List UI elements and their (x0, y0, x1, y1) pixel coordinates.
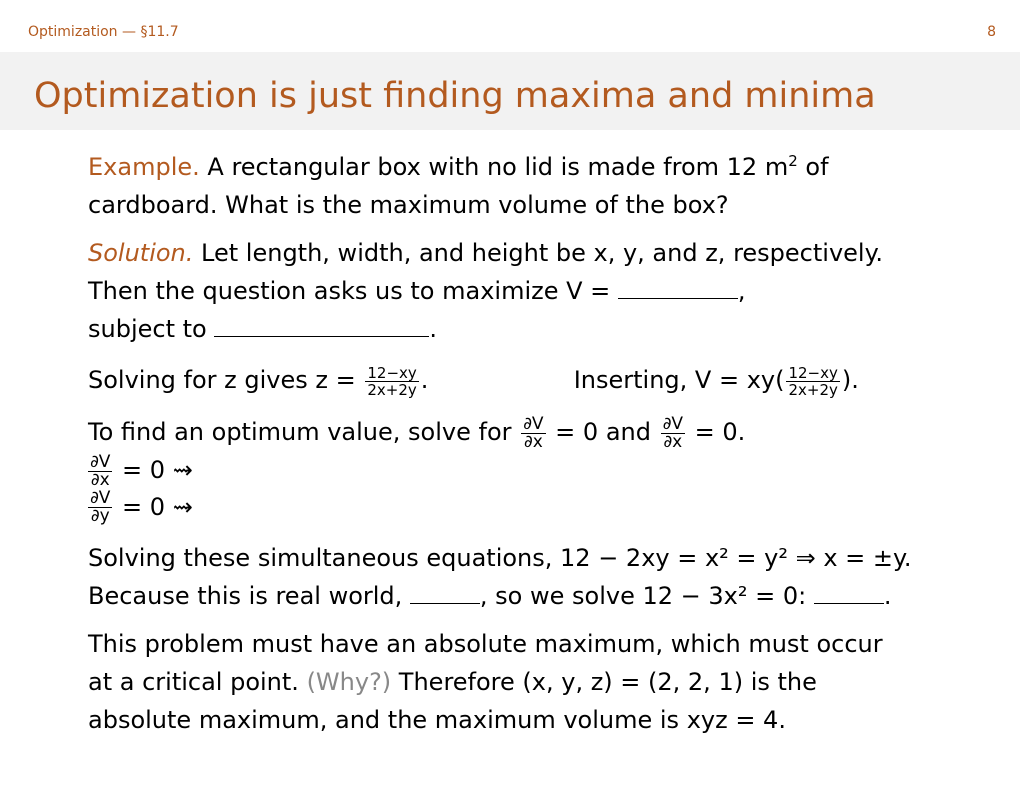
partial-x-line (88, 452, 988, 489)
simultaneous-paragraph (88, 539, 988, 615)
slide-header (0, 0, 1020, 52)
solution-label: Solution. (88, 239, 194, 267)
slide-title: Optimization is just finding maxima and minima (34, 76, 876, 116)
solve-z-text: Solving for z gives z = (88, 366, 364, 394)
partial-y-frac (88, 490, 112, 525)
opt-frac1-num: ∂V (523, 413, 544, 434)
insert-fraction (786, 365, 839, 398)
solve-z-line (88, 358, 988, 402)
simul-line1: Solving these simultaneous equations, 12 − 2xy = x² = y² ⇒ x = ±y. (88, 544, 912, 572)
solution-line2: Then the question asks us to maximize V = (88, 277, 618, 305)
py-rhs: = 0 ⇝ (114, 492, 193, 521)
conclusion-line3: absolute maximum, and the maximum volume is xyz = 4. (88, 706, 786, 734)
section-label: Optimization — §11.7 (28, 24, 179, 40)
solve-z-end: . (420, 366, 429, 394)
solution-line3: subject to (88, 315, 215, 343)
optimum-frac-1 (521, 413, 545, 452)
insert-end: ). (841, 366, 859, 394)
py-num: ∂V (90, 488, 111, 508)
simul-line2-end: . (883, 582, 892, 610)
opt-frac1-den: ∂x (521, 433, 545, 451)
example-text-end: of (797, 153, 829, 181)
blank-sign (410, 579, 480, 604)
insert-text: Inserting, V = xy( (573, 366, 785, 394)
blank-volume (618, 274, 738, 299)
py-den: ∂y (88, 507, 112, 525)
example-label: Example. (88, 153, 200, 181)
px-den: ∂x (88, 471, 112, 489)
insert-frac-den: 2x+2y (788, 380, 838, 399)
blank-solution (814, 579, 884, 604)
partial-y-line (88, 489, 988, 526)
slide-body (88, 142, 988, 739)
z-frac-num: 12−xy (367, 363, 417, 382)
insert-frac-num: 12−xy (788, 363, 838, 382)
solution-line3-end: . (429, 315, 437, 343)
simul-line2: Because this is real world, (88, 582, 410, 610)
conclusion-line2a: at a critical point. (88, 668, 307, 696)
solution-paragraph (88, 234, 988, 348)
example-line2: cardboard. What is the maximum volume of the box? (88, 191, 729, 219)
optimum-end: = 0. (687, 418, 746, 446)
partial-x-frac (88, 451, 112, 490)
optimum-text: To find an optimum value, solve for (88, 418, 520, 446)
conclusion-paragraph (88, 625, 988, 739)
simul-line2-mid: , so we solve 12 − 3x² = 0: (479, 582, 814, 610)
px-rhs: = 0 ⇝ (114, 456, 193, 484)
opt-frac2-num: ∂V (662, 413, 684, 434)
example-sup: 2 (788, 152, 798, 170)
optimum-line (88, 412, 988, 452)
optimum-frac-2 (661, 413, 685, 452)
opt-frac2-den: ∂x (661, 433, 685, 451)
example-paragraph (88, 142, 988, 224)
z-frac-den: 2x+2y (367, 380, 417, 399)
page-number: 8 (987, 24, 996, 40)
conclusion-line2b: Therefore (x, y, z) = (2, 2, 1) is the (391, 668, 817, 696)
example-text: A rectangular box with no lid is made from 12 m (207, 153, 789, 181)
px-num: ∂V (90, 451, 111, 472)
z-fraction (365, 365, 418, 398)
optimum-mid: = 0 and (547, 418, 659, 446)
solution-line1: Let length, width, and height be x, y, and z, respectively. (201, 239, 883, 267)
solution-line2-end: , (737, 277, 746, 305)
conclusion-line1: This problem must have an absolute maximum, which must occur (88, 630, 883, 658)
why-note: (Why?) (306, 668, 392, 696)
blank-constraint (214, 312, 429, 337)
